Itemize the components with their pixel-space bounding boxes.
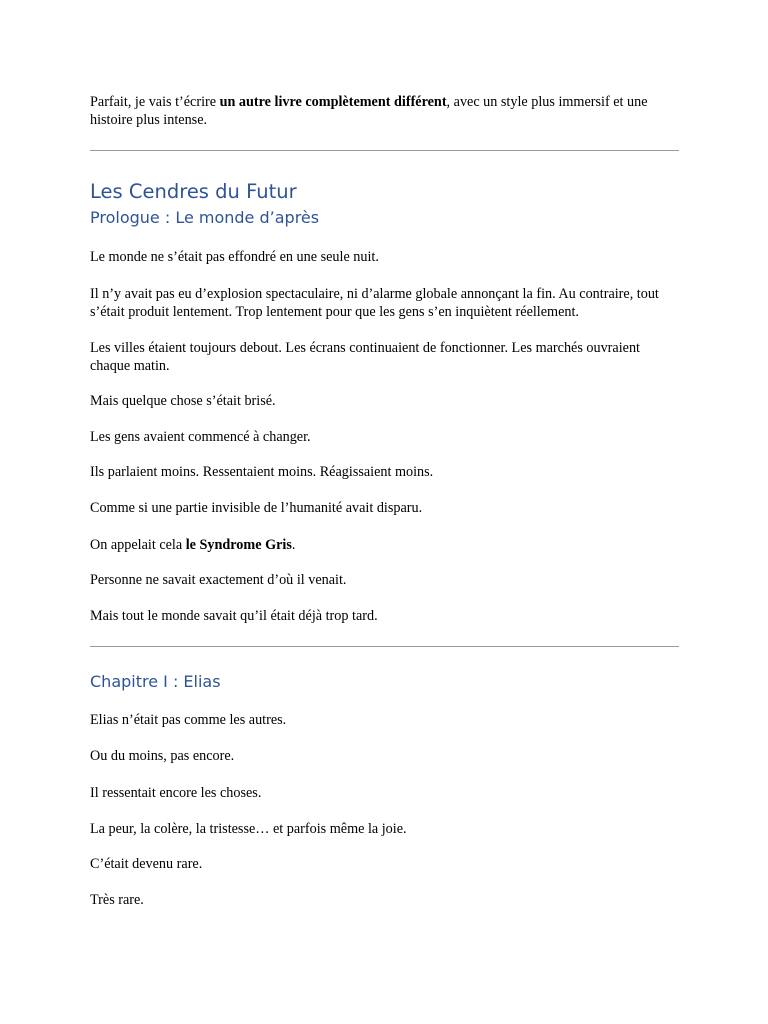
paragraph: Mais tout le monde savait qu’il était déjà trop tard.: [90, 608, 378, 624]
syndrome-name: le Syndrome Gris: [185, 537, 292, 553]
intro-bold-text: un autre livre complètement différent: [219, 94, 447, 110]
syndrome-text-after: .: [291, 537, 296, 553]
intro-text-before: Parfait, je vais t’écrire: [90, 94, 220, 110]
paragraph: Ils parlaient moins. Ressentaient moins. Réagissaient moins.: [90, 464, 434, 480]
chapter-heading: Chapitre I : Elias: [90, 672, 221, 691]
intro-paragraph: [90, 94, 679, 129]
paragraph: Mais quelque chose s’était brisé.: [90, 393, 276, 409]
paragraph: Très rare.: [90, 892, 144, 908]
syndrome-text-before: On appelait cela: [90, 537, 186, 553]
paragraph: La peur, la colère, la tristesse… et parfois même la joie.: [90, 821, 407, 837]
paragraph: Il n’y avait pas eu d’explosion spectaculaire, ni d’alarme globale annonçant la fin. Au contraire, tout s’était produit lentement. Trop lentement pour que les gens s’en inquiètent réellement.: [90, 286, 659, 320]
prologue-heading: Prologue : Le monde d’après: [90, 208, 320, 227]
paragraph: Elias n’était pas comme les autres.: [90, 712, 287, 728]
horizontal-rule: [90, 646, 679, 647]
paragraph: Les villes étaient toujours debout. Les écrans continuaient de fonctionner. Les marchés ouvraient chaque matin.: [90, 340, 640, 374]
paragraph: Il ressentait encore les choses.: [90, 785, 262, 801]
paragraph: [90, 537, 679, 555]
paragraph: Le monde ne s’était pas effondré en une seule nuit.: [90, 249, 379, 265]
paragraph: Personne ne savait exactement d’où il venait.: [90, 572, 347, 588]
document-page: [90, 0, 679, 1024]
paragraph: Comme si une partie invisible de l’humanité avait disparu.: [90, 500, 423, 516]
paragraph: Les gens avaient commencé à changer.: [90, 429, 311, 445]
horizontal-rule: [90, 150, 679, 151]
paragraph: C’était devenu rare.: [90, 856, 203, 872]
intro-text-after: , avec un style plus immersif et une histoire plus intense.: [90, 94, 648, 128]
paragraph: Ou du moins, pas encore.: [90, 748, 235, 764]
book-title: Les Cendres du Futur: [90, 180, 297, 203]
